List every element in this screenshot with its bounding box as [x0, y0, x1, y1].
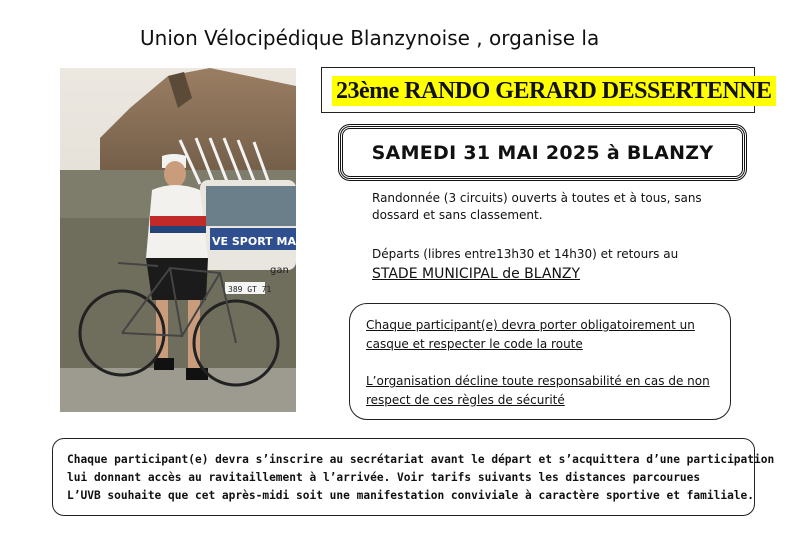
venue: STADE MUNICIPAL de BLANZY [372, 266, 581, 282]
event-date-box [340, 126, 745, 179]
van-plate: 389 GT 71 [228, 285, 272, 294]
organiser-line: Union Vélocipédique Blanzynoise , organise la [140, 26, 600, 50]
liability-disclaimer: L’organisation décline toute responsabilité en cas de non respect de ces règles de sécurité [366, 374, 710, 407]
departure-info: Départs (libres entre13h30 et 14h30) et retours au [372, 247, 679, 261]
cyclist-photo [60, 68, 332, 412]
event-date: SAMEDI 31 MAI 2025 à BLANZY [371, 141, 714, 164]
registration-notice [52, 438, 775, 516]
event-title: 23ème RANDO GERARD DESSERTENNE [332, 76, 776, 106]
van-text: VE SPORT MACONN [212, 235, 332, 248]
registration-line: lui donnant accès au ravitaillement à l’arrivée. Voir tarifs suivants les distances parcourues [67, 471, 701, 484]
helmet-rule: Chaque participant(e) devra porter obligatoirement un casque et respecter le code la route [366, 318, 695, 351]
ride-description: Randonnée (3 circuits) ouverts à toutes et à tous, sans dossard et sans classement. [372, 191, 702, 222]
safety-notice [349, 303, 731, 420]
registration-text [67, 451, 775, 505]
sign-text: gan [270, 265, 289, 276]
registration-line: L’UVB souhaite que cet après-midi soit une manifestation conviviale à caractère sportive et familiale. [67, 489, 755, 502]
event-title-box [321, 67, 772, 113]
registration-line: Chaque participant(e) devra s’inscrire au secrétariat avant le départ et s’acquittera d’une participation [67, 453, 775, 466]
